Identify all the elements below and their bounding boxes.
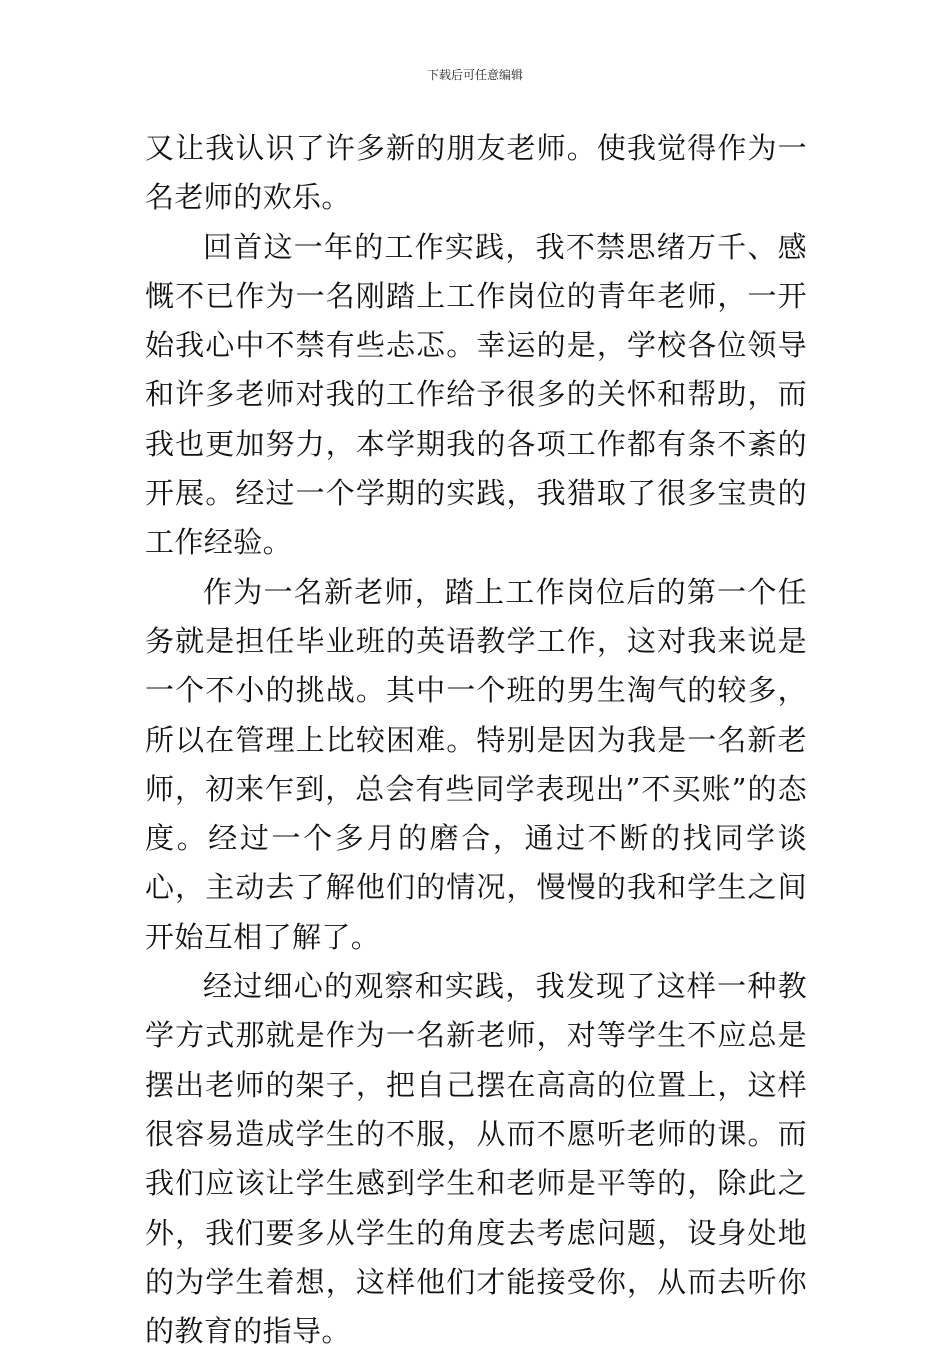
paragraph-4: 经过细心的观察和实践，我发现了这样一种教学方式那就是作为一名新老师，对等学生不应总是摆出老师的架子，把自己摆在高高的位置上，这样很容易造成学生的不服，从而不愿听老师的课。而我们应该让学生感到学生和老师是平等的，除此之外，我们要多从学生的角度去考虑问题，设身处地的为学生着想，这样他们才能接受你，从而去听你的教育的指导。 [145,969,807,1349]
paragraph-2: 回首这一年的工作实践，我不禁思绪万千、感慨不已作为一名刚踏上工作岗位的青年老师，一开始我心中不禁有些忐忑。幸运的是，学校各位领导和许多老师对我的工作给予很多的关怀和帮助，而我也更加努力，本学期我的各项工作都有条不紊的开展。经过一个学期的实践，我猎取了很多宝贵的工作经验。 [145,229,807,560]
paragraph-3: 作为一名新老师，踏上工作岗位后的第一个任务就是担任毕业班的英语教学工作，这对我来说是一个不小的挑战。其中一个班的男生淘气的较多，所以在管理上比较困难。特别是因为我是一名新老师，初来乍到，总会有些同学表现出”不买账”的态度。经过一个多月的磨合，通过不断的找同学谈心，主动去了解他们的情况，慢慢的我和学生之间开始互相了解了。 [145,574,807,954]
page-header: 下载后可任意编辑 [426,68,523,82]
paragraph-1: 又让我认识了许多新的朋友老师。使我觉得作为一名老师的欢乐。 [145,131,807,215]
document-body [145,124,807,1356]
